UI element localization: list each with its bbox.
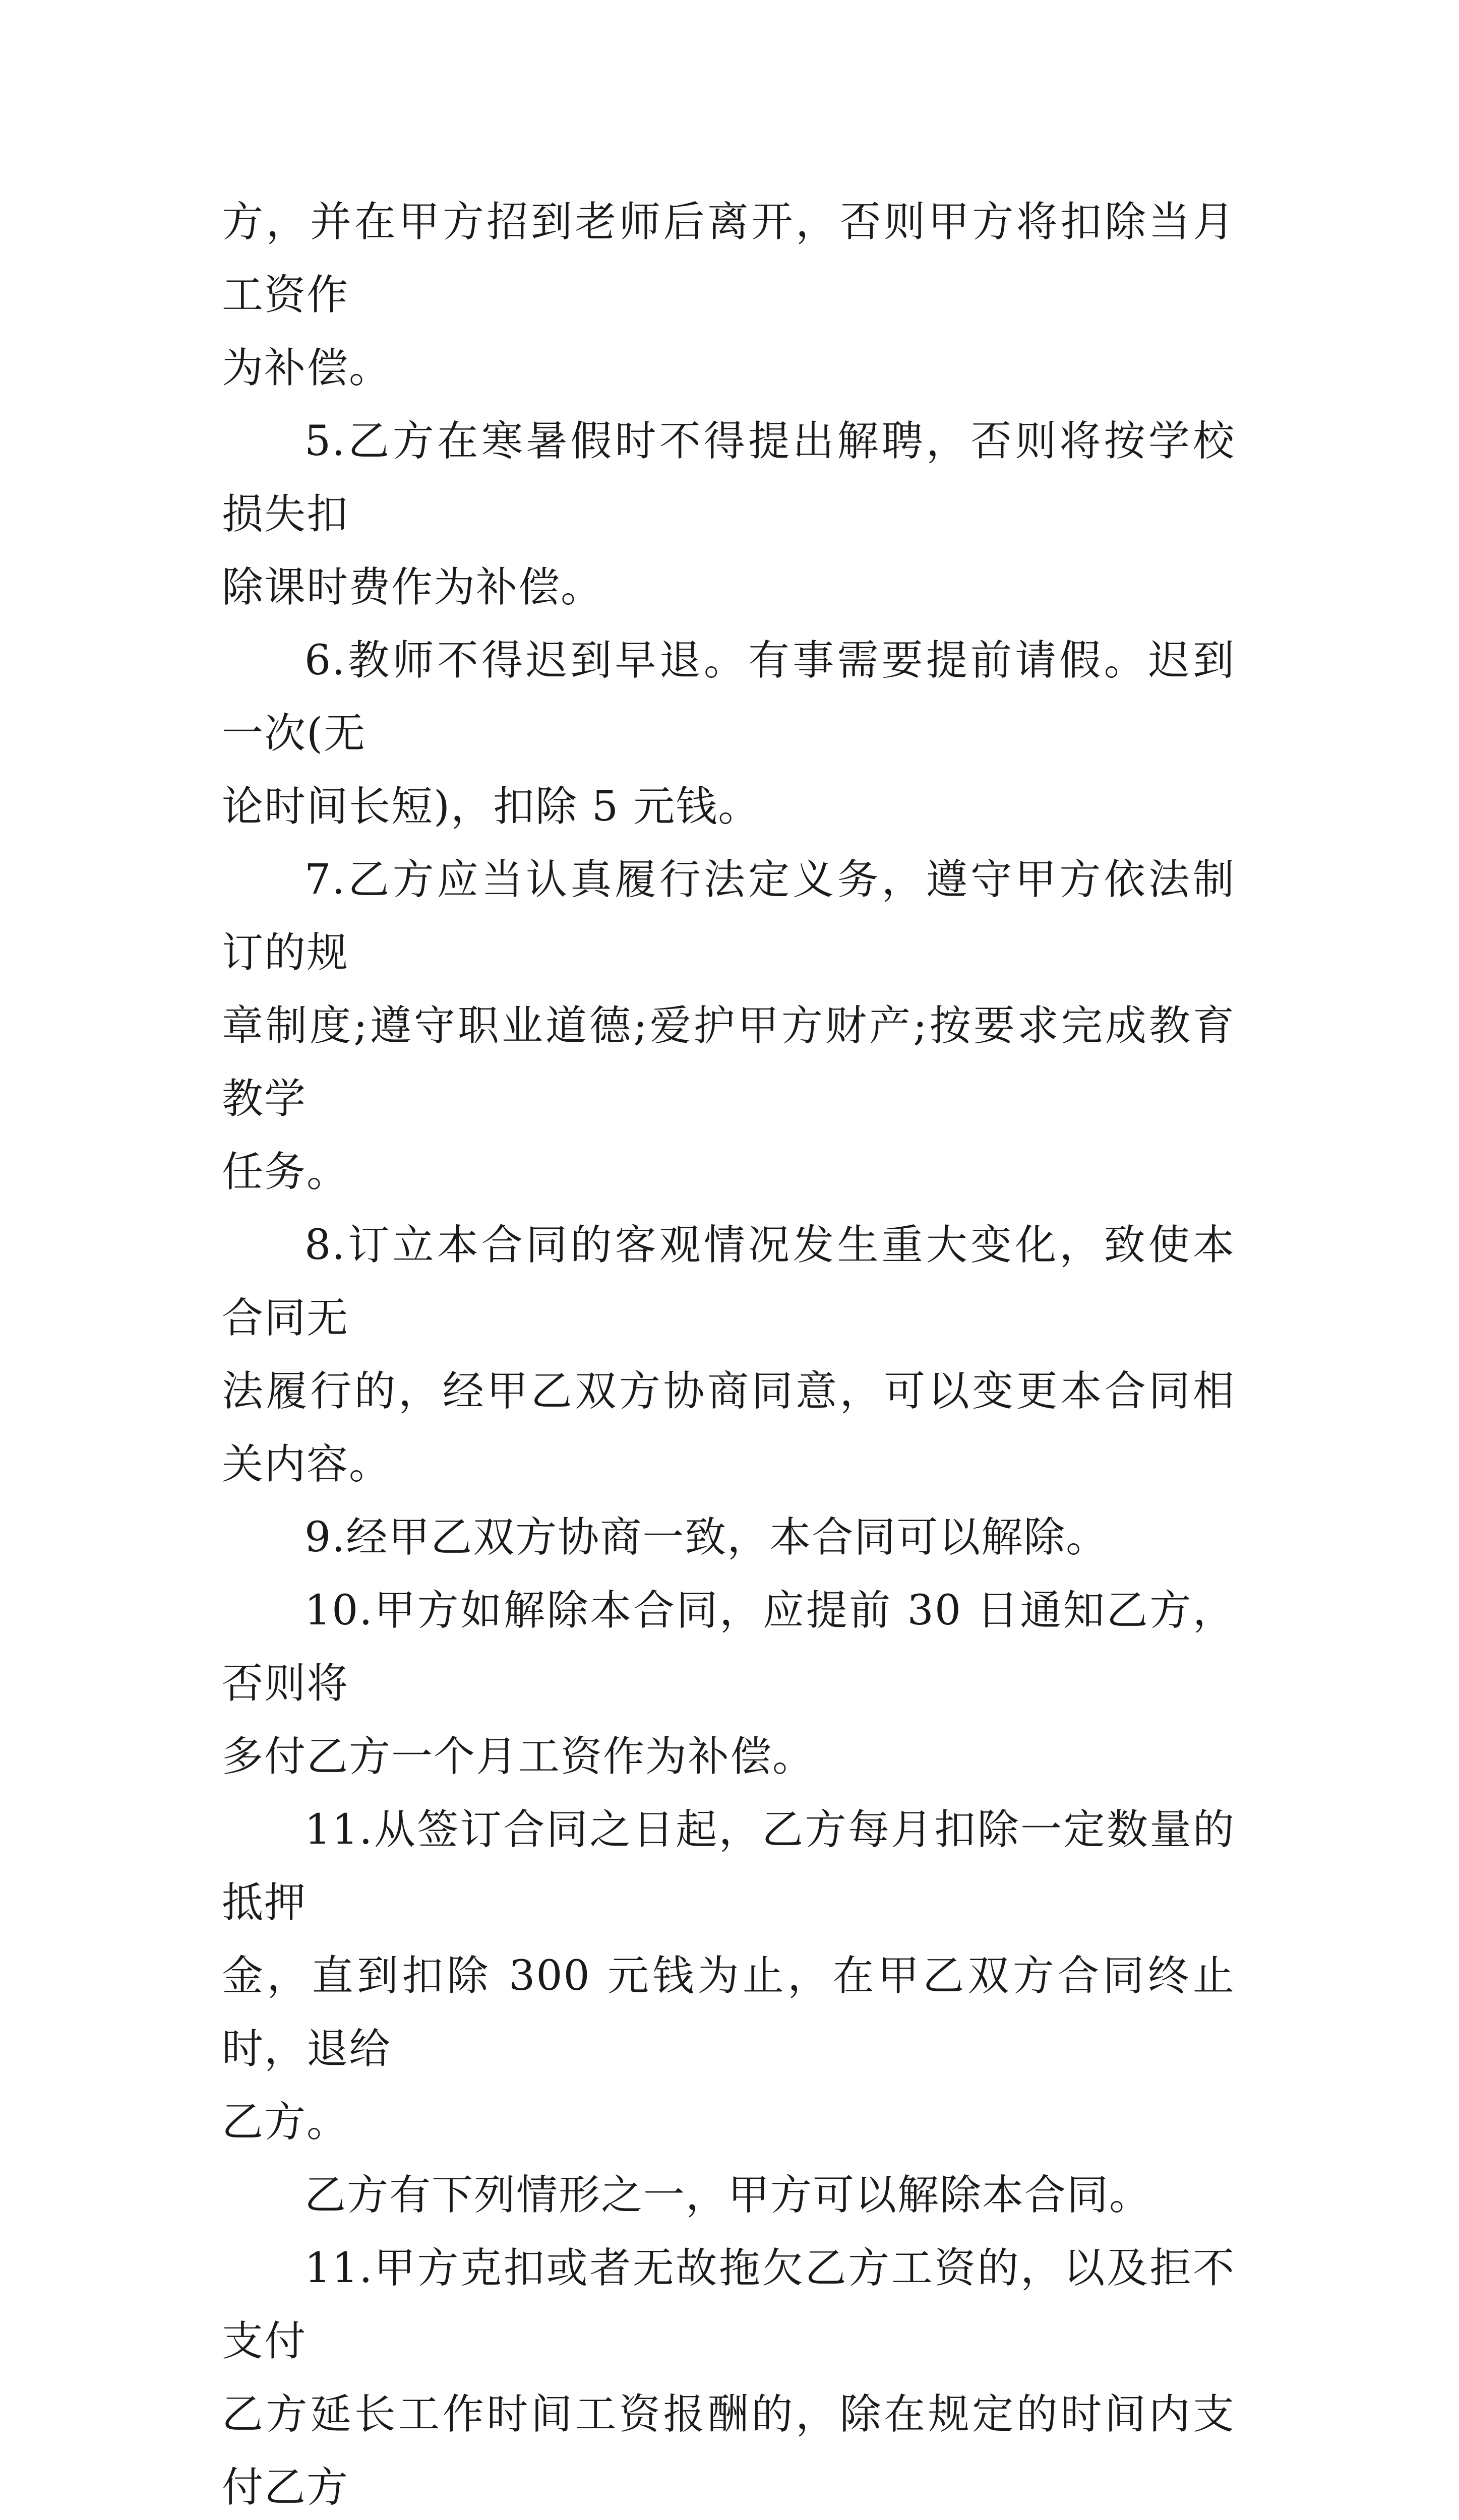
paragraph-clause-11-deposit: 11.从签订合同之日起，乙方每月扣除一定数量的抵押 金，直到扣除 300 元钱为止，在甲乙双方合同终止时，退给 乙方。 bbox=[222, 1806, 1235, 2146]
paragraph-clause-5: 5.乙方在寒暑假时不得提出解聘，否则将按学校损失扣 除课时费作为补偿。 bbox=[222, 417, 1235, 611]
paragraph-clause-8: 8.订立本合同的客观情况发生重大变化，致使本合同无 法履行的，经甲乙双方协商同意，可以变更本合同相关内容。 bbox=[222, 1221, 1235, 1488]
paragraph-termination-intro: 乙方有下列情形之一，甲方可以解除本合同。 bbox=[305, 2171, 1152, 2219]
contract-body bbox=[222, 185, 1235, 2520]
paragraph-clause-11-wages: 11.甲方克扣或者无故拖欠乙方工资的，以及拒不支付 乙方延长工作时间工资报酬的，除在规定的时间内支付乙方 bbox=[222, 2244, 1235, 2511]
paragraph-clause-6: 6.教师不得迟到早退。有事需要提前请假。迟到一次(无 论时间长短)，扣除 5 元钱。 bbox=[222, 637, 1235, 831]
paragraph-clause-10: 10.甲方如解除本合同，应提前 30 日通知乙方，否则将 多付乙方一个月工资作为补偿。 bbox=[222, 1587, 1235, 1781]
paragraph-clause-7: 7.乙方应当认真履行法定义务，遵守甲方依法制订的规 章制度;遵守职业道德;爱护甲方财产;按要求完成教育教学 任务。 bbox=[222, 856, 1235, 1196]
paragraph-continuation: 方，并在甲方招到老师后离开，否则甲方将扣除当月工资作 为补偿。 bbox=[222, 198, 1235, 392]
paragraph-clause-9: 9.经甲乙双方协商一致，本合同可以解除。 bbox=[305, 1514, 1109, 1561]
